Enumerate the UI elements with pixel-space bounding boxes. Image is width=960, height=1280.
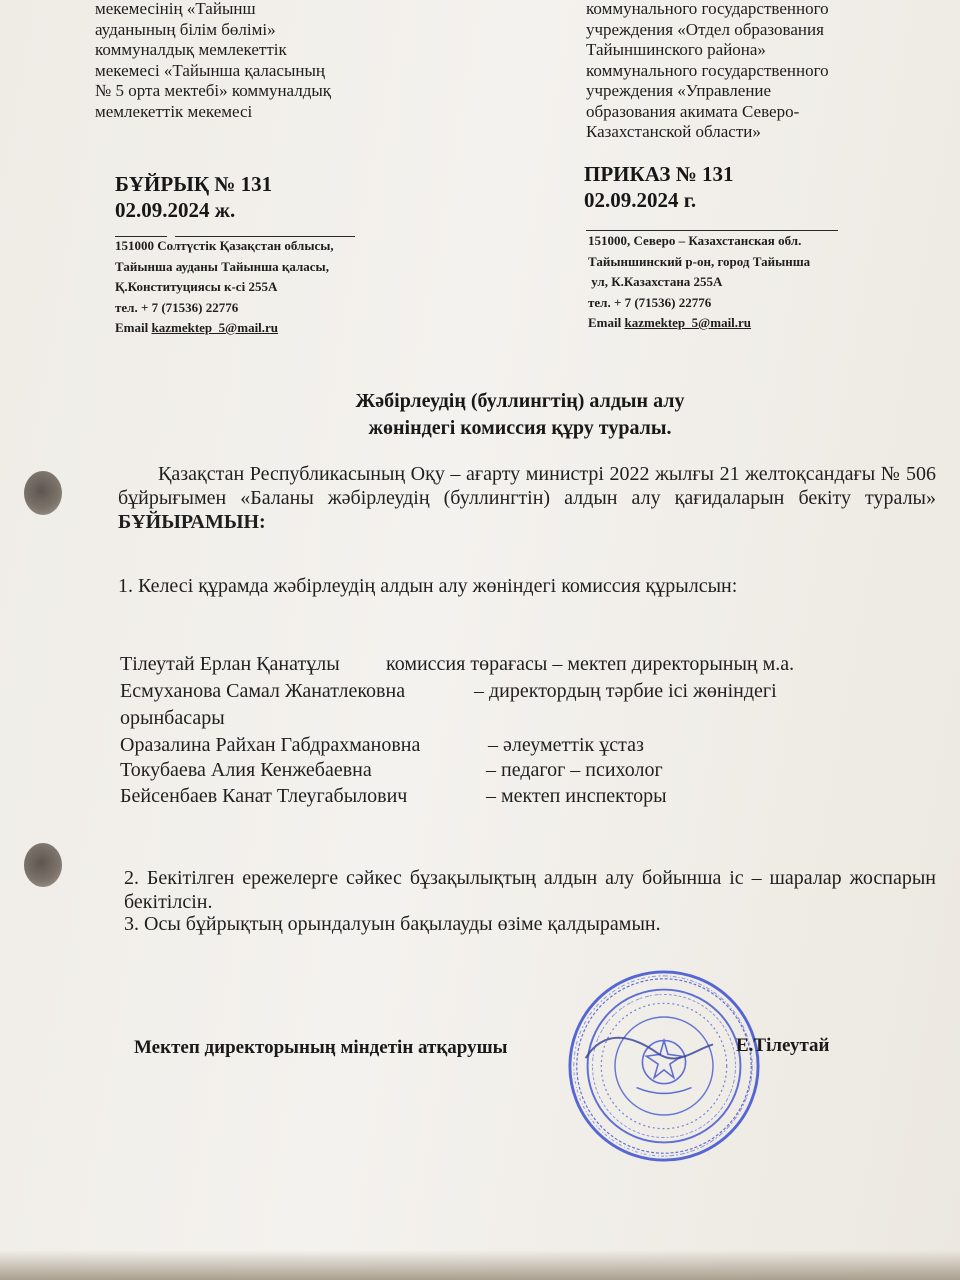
intro-emphasis: БҰЙЫРАМЫН:: [118, 511, 266, 533]
member-role: – мектеп инспекторы: [486, 785, 667, 807]
address-left: [115, 236, 334, 339]
header-left: [95, 0, 395, 122]
email-link[interactable]: kazmektep_5@mail.ru: [151, 320, 279, 335]
header-right-line: образования акимата Северо-: [586, 101, 800, 121]
order-number-ru: ПРИКАЗ № 131: [584, 162, 734, 186]
item-1: 1. Келесі құрамда жәбірлеудің алдын алу жөніндегі комиссия құрылсын:: [118, 575, 738, 597]
order-number-kz: БҰЙРЫҚ № 131: [115, 172, 273, 196]
document-subject: [0, 388, 960, 442]
email-label: Email: [588, 315, 625, 330]
email-line: [115, 318, 334, 339]
header-right-line: Казахстанской области»: [586, 122, 761, 141]
header-left-line: мекемесі «Тайынша қаласының: [95, 60, 326, 80]
punch-hole-top: [24, 471, 62, 515]
member-role: комиссия төрағасы – мектеп директорының м.а.: [386, 653, 795, 675]
header-left-line: мемлекеттік мекемесі: [95, 101, 253, 121]
header-right-line: учреждения «Отдел образования: [586, 19, 824, 39]
header-left-line: мекемесінің «Тайынш: [95, 0, 256, 18]
punch-hole-bottom: [24, 843, 62, 887]
email-label: Email: [115, 320, 152, 335]
order-title-ru: [584, 161, 734, 213]
photo-shadow: [0, 1250, 960, 1280]
address-line: тел. + 7 (71536) 22776: [115, 299, 239, 315]
address-line: ул, К.Казахстана 255А: [588, 274, 723, 289]
member-name: Бейсенбаев Канат Тлеугабылович: [120, 785, 408, 807]
address-right: [588, 231, 810, 334]
header-right-line: коммунального государственного: [586, 0, 829, 18]
intro-text: Қазақстан Республикасының Оқу – ағарту министрі 2022 жылғы 21 желтоқсандағы № 506 бұйрығымен «Баланы жәбірлеудің (буллингтін) алдын алу қағидаларын бекіту туралы»: [118, 463, 936, 509]
member-role: – педагог – психолог: [486, 759, 663, 781]
header-right-line: коммунального государственного: [586, 60, 829, 80]
signature-name: Е.Тілеутай: [736, 1035, 830, 1056]
header-left-line: ауданының білім бөлімі»: [95, 19, 276, 39]
order-title-kz: [115, 171, 272, 223]
member-role: – әлеуметтік ұстаз: [488, 734, 644, 756]
header-right-line: Тайыншинского района»: [586, 40, 766, 59]
address-line: 151000, Северо – Казахстанская обл.: [588, 233, 802, 248]
member-name: Токубаева Алия Кенжебаевна: [120, 759, 372, 781]
address-line: Тайынша ауданы Тайынша қаласы,: [115, 258, 329, 274]
member-name: Есмуханова Самал Жанатлековна: [120, 680, 406, 702]
header-left-line: коммуналдық мемлекеттік: [95, 40, 287, 59]
item-3: 3. Осы бұйрықтың орындалуын бақылауды өзіме қалдырамын.: [124, 913, 661, 935]
member-role-continuation: орынбасары: [120, 707, 225, 729]
email-link[interactable]: kazmektep_5@mail.ru: [624, 315, 752, 330]
order-date-kz: 02.09.2024 ж.: [115, 198, 236, 222]
email-line: [588, 313, 810, 334]
header-left-line: № 5 орта мектебі» коммуналдық: [95, 81, 332, 100]
member-role: – директордың тәрбие ісі жөніндегі: [474, 680, 777, 702]
subject-line: жөніндегі комиссия құру туралы.: [368, 417, 672, 439]
header-right: [586, 0, 886, 143]
address-line: 151000 Солтүстік Қазақстан облысы,: [115, 238, 334, 253]
address-line: Қ.Конституциясы к-сі 255А: [115, 279, 278, 294]
intro-paragraph: [118, 462, 936, 534]
address-line: тел. + 7 (71536) 22776: [588, 294, 712, 310]
item-2: 2. Бекітілген ережелерге сәйкес бұзақылықтың алдын алу бойынша іс – шаралар жоспарын бекітілсін.: [124, 867, 936, 913]
subject-line: Жәбірлеудің (буллингтің) алдын алу: [355, 390, 685, 412]
signature-label: Мектеп директорының міндетін атқарушы: [134, 1037, 508, 1058]
order-date-ru: 02.09.2024 г.: [584, 188, 697, 212]
member-name: Оразалина Райхан Габдрахмановна: [120, 734, 421, 756]
header-right-line: учреждения «Управление: [586, 81, 772, 100]
member-name: Тілеутай Ерлан Қанатұлы: [120, 653, 340, 675]
address-line: Тайыншинский р-он, город Тайынша: [588, 253, 811, 269]
official-stamp: [566, 968, 762, 1164]
